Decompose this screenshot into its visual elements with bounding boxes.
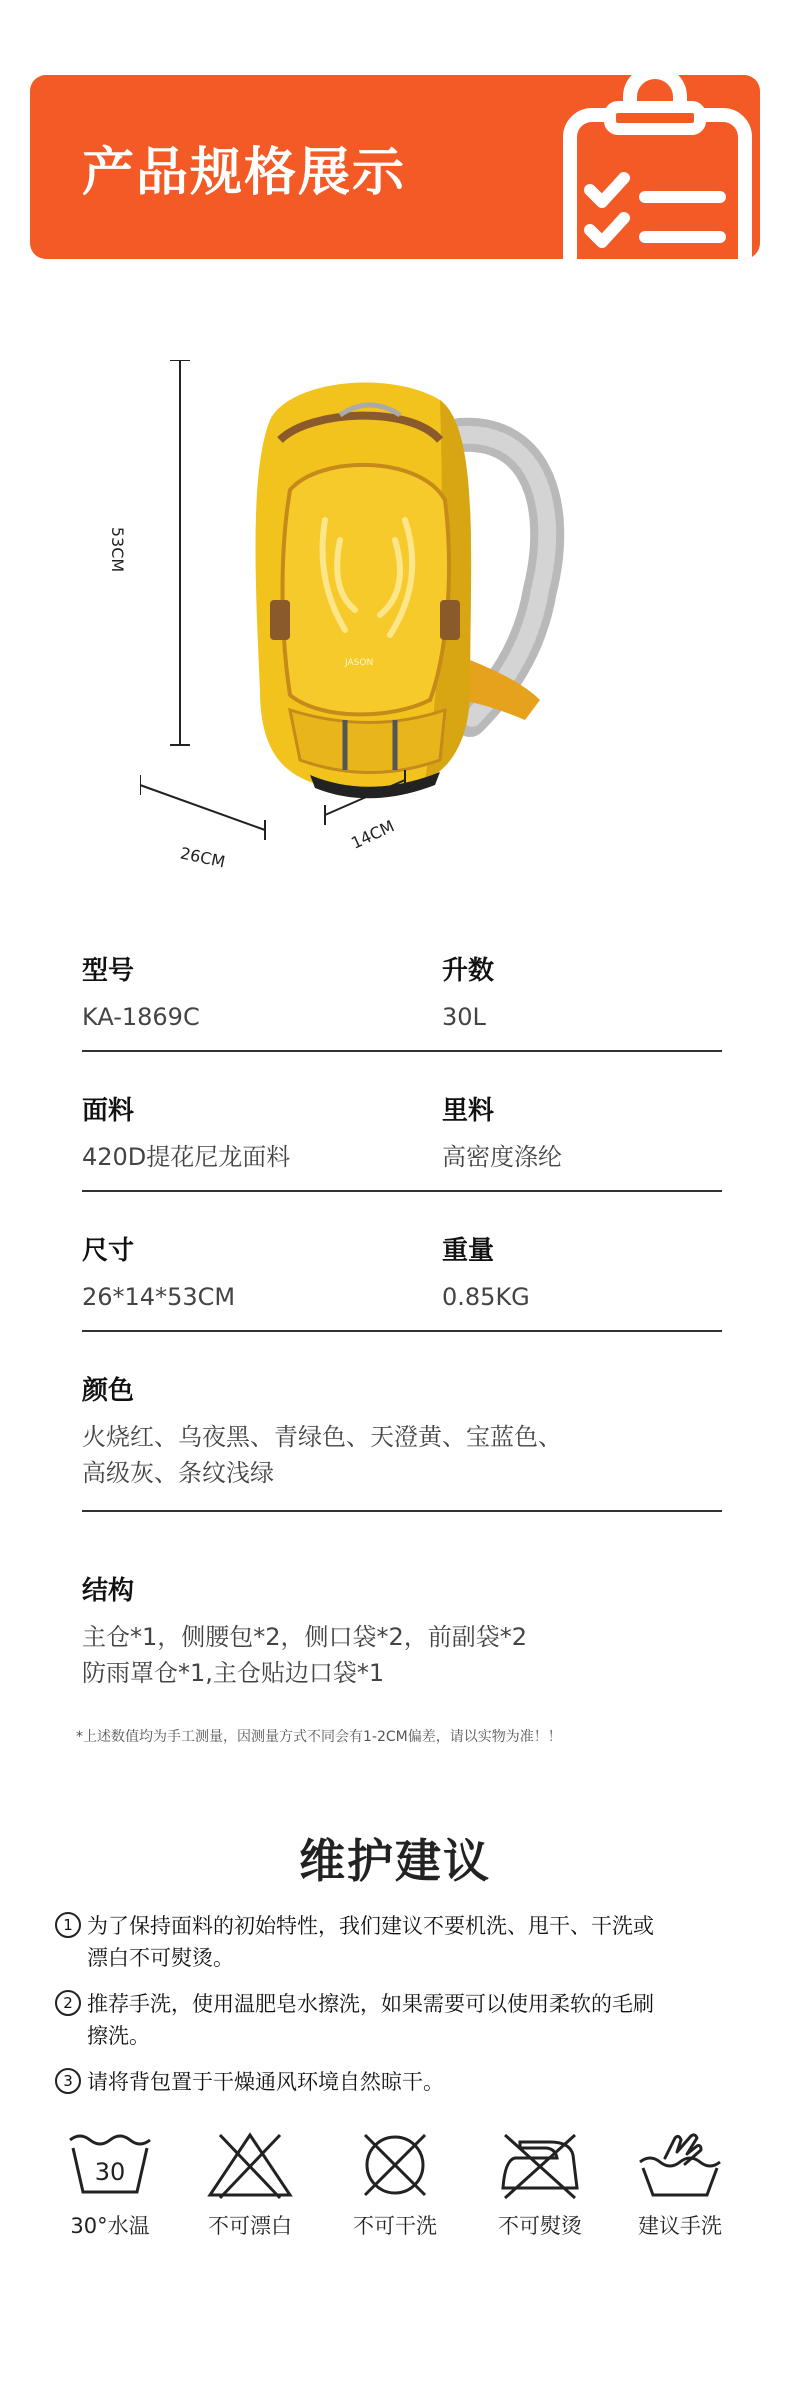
divider	[82, 1330, 722, 1332]
spec-label: 型号	[82, 956, 135, 986]
care-item	[180, 2130, 320, 2240]
clipboard-checklist-icon	[510, 75, 760, 259]
care-item	[325, 2130, 465, 2240]
divider	[82, 1510, 722, 1512]
spec-label: 升数	[442, 956, 495, 986]
care-tip	[55, 2066, 745, 2098]
spec-value: 0.85KG	[442, 1283, 530, 1311]
care-label: 建议手洗	[638, 2214, 722, 2238]
hand-wash-icon	[635, 2130, 725, 2200]
divider	[82, 1190, 722, 1192]
care-title: 维护建议	[299, 1834, 491, 1888]
spec-label: 颜色	[82, 1376, 135, 1406]
no-bleach-icon	[205, 2130, 295, 2200]
spec-row-model	[82, 950, 722, 1030]
spec-row-structure	[82, 1570, 722, 1690]
wash-temp-badge: 30	[94, 2158, 126, 2186]
tip-text: 为了保持面料的初始特性，我们建议不要机洗、甩干、干洗或	[87, 1914, 654, 1938]
care-label: 不可漂白	[208, 2214, 292, 2238]
spec-value: 防雨罩仓*1,主仓贴边口袋*1	[82, 1659, 385, 1687]
spec-label: 面料	[82, 1096, 135, 1126]
tip-text: 请将背包置于干燥通风环境自然晾干。	[87, 2070, 444, 2094]
product-image	[108, 360, 640, 920]
care-icons	[40, 2130, 750, 2250]
spec-row-material	[82, 1090, 722, 1170]
spec-value: 主仓*1，侧腰包*2，侧口袋*2，前副袋*2	[82, 1623, 528, 1651]
depth-label: 14CM	[348, 816, 398, 853]
care-item	[40, 2130, 180, 2240]
spec-value: 26*14*53CM	[82, 1283, 236, 1311]
spec-value: 火烧红、乌夜黑、青绿色、天澄黄、宝蓝色、	[82, 1423, 562, 1451]
tip-text: 漂白不可熨烫。	[87, 1946, 234, 1970]
spec-value: 高密度涤纶	[442, 1143, 562, 1171]
care-tip	[55, 1988, 745, 2052]
no-iron-icon	[495, 2130, 585, 2200]
divider	[82, 1050, 722, 1052]
tip-number: 3	[55, 2068, 81, 2094]
measurement-note: *上述数值均为手工测量，因测量方式不同会有1-2CM偏差，请以实物为准！！	[76, 1729, 562, 1745]
header-banner	[30, 75, 760, 259]
spec-value: 30L	[442, 1003, 486, 1031]
spec-value: KA-1869C	[82, 1003, 200, 1031]
spec-label: 尺寸	[82, 1236, 135, 1266]
spec-label: 重量	[442, 1236, 495, 1266]
brand-text: JASON	[345, 658, 374, 668]
height-label: 53CM	[108, 526, 128, 573]
care-item	[610, 2130, 750, 2240]
banner-title: 产品规格展示	[82, 143, 407, 203]
care-item	[470, 2130, 610, 2240]
care-label: 不可熨烫	[498, 2214, 582, 2238]
spec-value: 高级灰、条纹浅绿	[82, 1459, 274, 1487]
tip-number: 2	[55, 1990, 81, 2016]
care-label: 不可干洗	[353, 2214, 437, 2238]
spec-row-size	[82, 1230, 722, 1310]
spec-row-colors	[82, 1370, 722, 1490]
spec-label: 里料	[442, 1096, 495, 1126]
wash-30-icon	[65, 2130, 155, 2200]
care-tip	[55, 1910, 745, 1974]
tip-text: 擦洗。	[87, 2024, 150, 2048]
width-label: 26CM	[178, 843, 227, 872]
spec-label: 结构	[82, 1576, 135, 1606]
spec-value: 420D提花尼龙面料	[82, 1143, 291, 1171]
no-dry-clean-icon	[350, 2130, 440, 2200]
tip-number: 1	[55, 1912, 81, 1938]
care-label: 30°水温	[70, 2214, 150, 2238]
tip-text: 推荐手洗，使用温肥皂水擦洗，如果需要可以使用柔软的毛刷	[87, 1992, 654, 2016]
